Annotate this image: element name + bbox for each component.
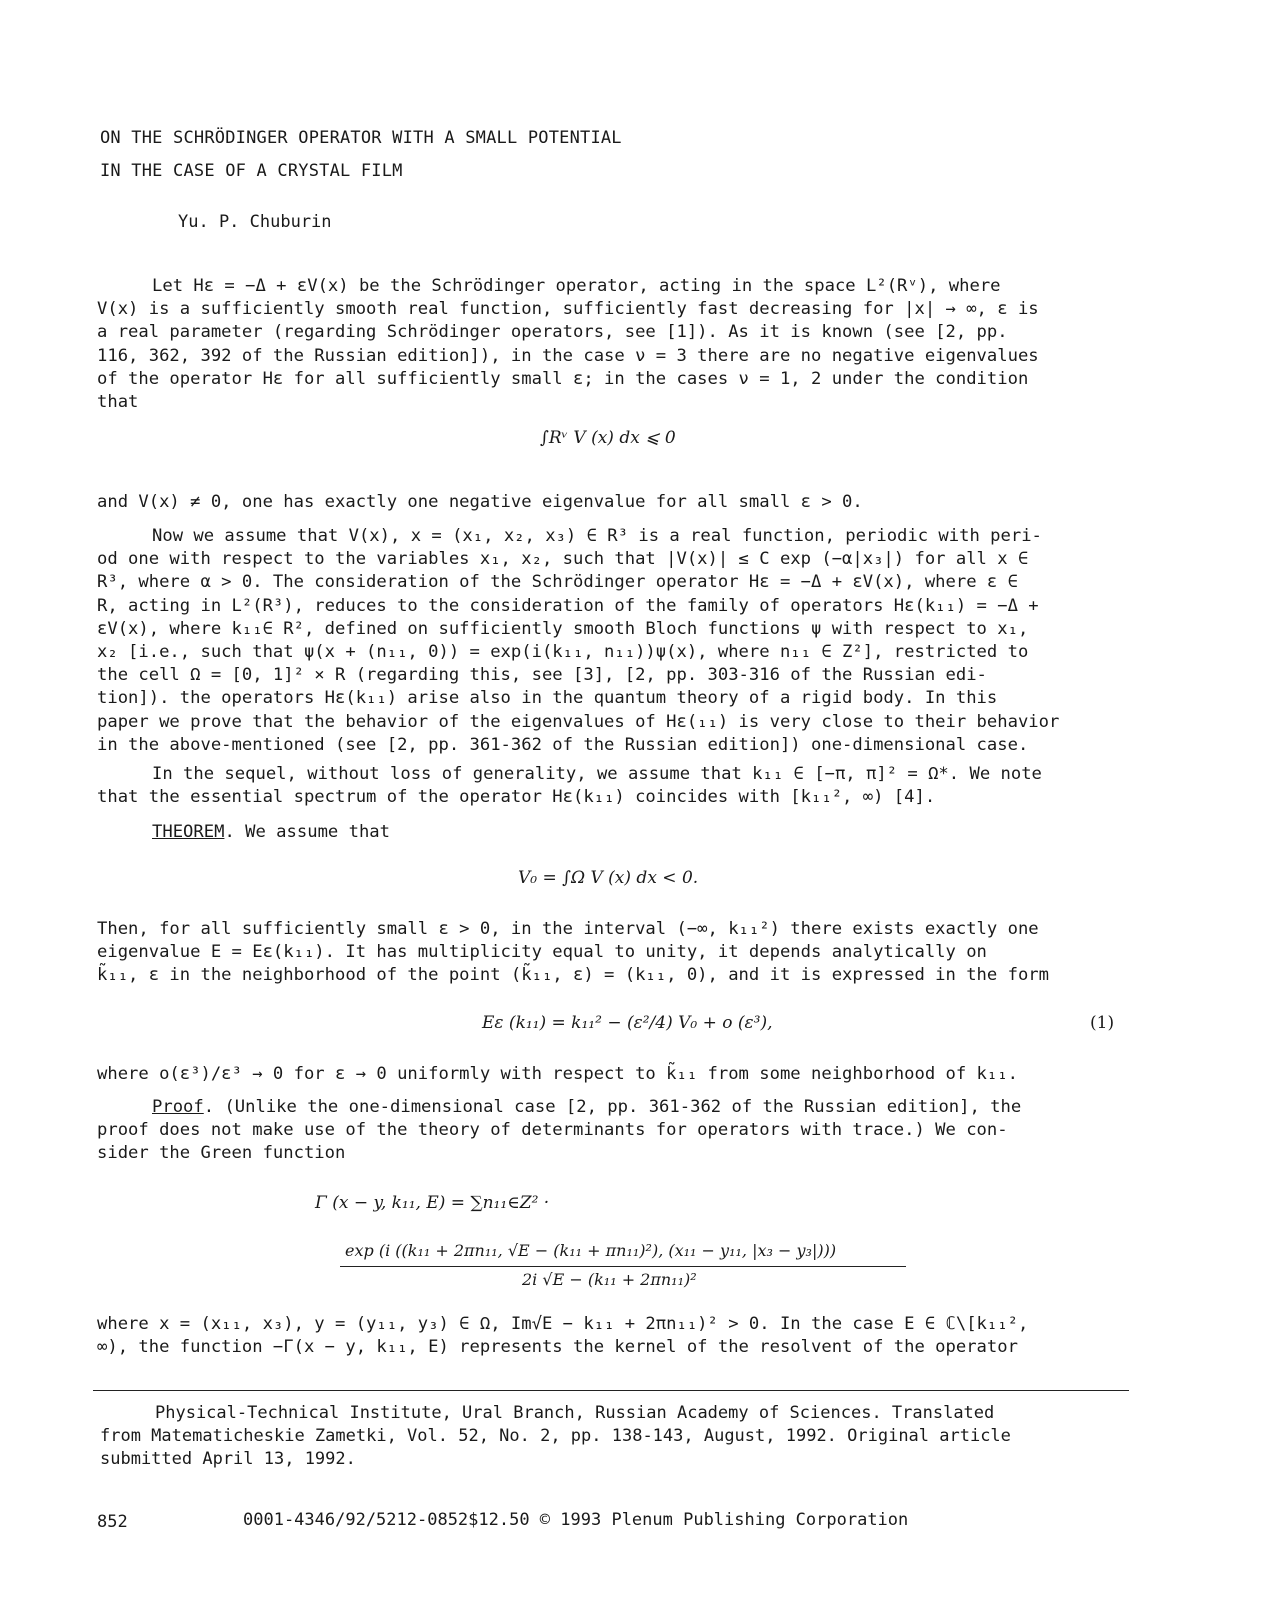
intro-paragraph bbox=[97, 275, 1142, 414]
text-line bbox=[97, 1096, 1142, 1119]
text-line bbox=[97, 821, 1142, 844]
text-line: εV(x), where k₁₁∈ R², defined on sufficiently smooth Bloch functions ψ with respect to x₁, bbox=[97, 618, 1029, 639]
text-line: that the essential spectrum of the operator Hε(k₁₁) coincides with [k₁₁², ∞) [4]. bbox=[97, 787, 936, 808]
text-line: od one with respect to the variables x₁, x₂, such that |V(x)| ≤ C exp (−α|x₃|) for all x ∈ bbox=[97, 549, 1029, 570]
text-line: where o(ε³)/ε³ → 0 for ε → 0 uniformly with respect to k̃₁₁ from some neighborhood of k₁₁. bbox=[97, 1064, 1018, 1084]
text-line: R³, where α > 0. The consideration of the Schrödinger operator Hε = −Δ + εV(x), where ε ∈ bbox=[97, 572, 1018, 593]
sequel-paragraph bbox=[97, 763, 1142, 809]
paragraph-negative-eigenvalue bbox=[97, 491, 1142, 514]
text-line: ∞), the function −Γ(x − y, k₁₁, E) represents the kernel of the resolvent of the operator bbox=[97, 1337, 1018, 1358]
text-line: In the sequel, without loss of generality, we assume that k₁₁ ∈ [−π, π]² = Ω*. We note bbox=[152, 764, 1042, 784]
paper-title-line-1: ON THE SCHRÖDINGER OPERATOR WITH A SMALL POTENTIAL bbox=[100, 128, 622, 148]
theorem-intro: . We assume that bbox=[224, 822, 391, 842]
text-line: k̃₁₁, ε in the neighborhood of the point (k̃₁₁, ε) = (k₁₁, 0), and it is expressed in the form bbox=[97, 965, 1049, 986]
equation-v0: V₀ = ∫Ω V (x) dx < 0. bbox=[518, 868, 699, 888]
text-line: tion]). the operators Hε(k₁₁) arise also in the quantum theory of a rigid body. In this bbox=[97, 688, 998, 709]
text-line: submitted April 13, 1992. bbox=[100, 1449, 356, 1469]
text-line: in the above-mentioned (see [2, pp. 361-362 of the Russian edition]) one-dimensional case. bbox=[97, 734, 1029, 755]
theorem-label: THEOREM bbox=[152, 822, 225, 842]
theorem-statement bbox=[97, 821, 1142, 844]
assumption-paragraph bbox=[97, 525, 1142, 757]
proof-paragraph bbox=[97, 1096, 1142, 1166]
text-line: that bbox=[97, 392, 139, 413]
author-name: Yu. P. Chuburin bbox=[178, 212, 332, 232]
equation-integral-condition: ∫Rᵛ V (x) dx ⩽ 0 bbox=[540, 428, 676, 448]
text-line: the cell Ω = [0, 1]² × R (regarding this, see [3], [2, pp. 303-316 of the Russian edi- bbox=[97, 665, 987, 686]
equation-number: (1) bbox=[1090, 1013, 1115, 1033]
fraction-bar bbox=[340, 1266, 906, 1267]
text-line: Then, for all sufficiently small ε > 0, in the interval (−∞, k₁₁²) there exists exactly one bbox=[97, 919, 1039, 939]
text-line: a real parameter (regarding Schrödinger operators, see [1]). As it is known (see [2, pp. bbox=[97, 322, 1008, 343]
text-line: proof does not make use of the theory of determinants for operators with trace.) We con- bbox=[97, 1120, 1008, 1141]
text-line: 116, 362, 392 of the Russian edition]), in the case ν = 3 there are no negative eigenvalues bbox=[97, 345, 1039, 366]
text-line: where x = (x₁₁, x₃), y = (y₁₁, y₃) ∈ Ω, Im√E − k₁₁ + 2πn₁₁)² > 0. In the case E ∈ ℂ\[k₁₁², bbox=[97, 1314, 1029, 1334]
text-line: paper we prove that the behavior of the eigenvalues of Hε(₁₁) is very close to their behavior bbox=[97, 711, 1060, 732]
footnote-divider bbox=[93, 1390, 1129, 1391]
text-line: Now we assume that V(x), x = (x₁, x₂, x₃) ∈ R³ is a real function, periodic with peri- bbox=[152, 526, 1042, 546]
equation-green-denominator: 2i √E − (k₁₁ + 2πn₁₁)² bbox=[522, 1270, 697, 1289]
paragraph-o-epsilon bbox=[97, 1063, 1142, 1086]
proof-label: Proof bbox=[152, 1097, 204, 1117]
paper-title-line-2: IN THE CASE OF A CRYSTAL FILM bbox=[100, 161, 403, 181]
text-line: sider the Green function bbox=[97, 1143, 346, 1164]
text-line: x₂ [i.e., such that ψ(x + (n₁₁, 0)) = exp(i(k₁₁, n₁₁))ψ(x), where n₁₁ ∈ Z²], restricted to bbox=[97, 642, 1029, 663]
text-line: Physical-Technical Institute, Ural Branch, Russian Academy of Sciences. Translated bbox=[155, 1403, 995, 1423]
equation-green-function-lhs: Γ (x − y, k₁₁, E) = ∑n₁₁∈Z² · bbox=[315, 1193, 550, 1213]
copyright-line: 0001-4346/92/5212-0852$12.50 © 1993 Plenum Publishing Corporation bbox=[243, 1510, 909, 1530]
resolvent-paragraph bbox=[97, 1313, 1142, 1359]
text-line: R, acting in L²(R³), reduces to the consideration of the family of operators Hε(k₁₁) = −Δ + bbox=[97, 595, 1039, 616]
text-line: from Matematicheskie Zametki, Vol. 52, No. 2, pp. 138-143, August, 1992. Original article bbox=[100, 1426, 1011, 1446]
equation-green-numerator: exp (i ((k₁₁ + 2πn₁₁, √E − (k₁₁ + πn₁₁)²), (x₁₁ − y₁₁, |x₃ − y₃|))) bbox=[345, 1241, 837, 1260]
text-line: Let Hε = −Δ + εV(x) be the Schrödinger operator, acting in the space L²(Rᵛ), where bbox=[152, 276, 1001, 296]
theorem-conclusion-paragraph bbox=[97, 918, 1142, 988]
text-line: eigenvalue E = Eε(k₁₁). It has multiplicity equal to unity, it depends analytically on bbox=[97, 942, 987, 963]
page-number: 852 bbox=[97, 1512, 128, 1532]
text-line: and V(x) ≠ 0, one has exactly one negative eigenvalue for all small ε > 0. bbox=[97, 492, 863, 512]
text-line: V(x) is a sufficiently smooth real function, sufficiently fast decreasing for |x| → ∞, ε is bbox=[97, 299, 1039, 320]
equation-1: Eε (k₁₁) = k₁₁² − (ε²/4) V₀ + o (ε³), bbox=[482, 1013, 773, 1033]
proof-intro: . (Unlike the one-dimensional case [2, pp. 361-362 of the Russian edition], the bbox=[203, 1097, 1022, 1117]
footnote bbox=[100, 1402, 1110, 1471]
text-line: of the operator Hε for all sufficiently small ε; in the cases ν = 1, 2 under the condition bbox=[97, 368, 1029, 389]
